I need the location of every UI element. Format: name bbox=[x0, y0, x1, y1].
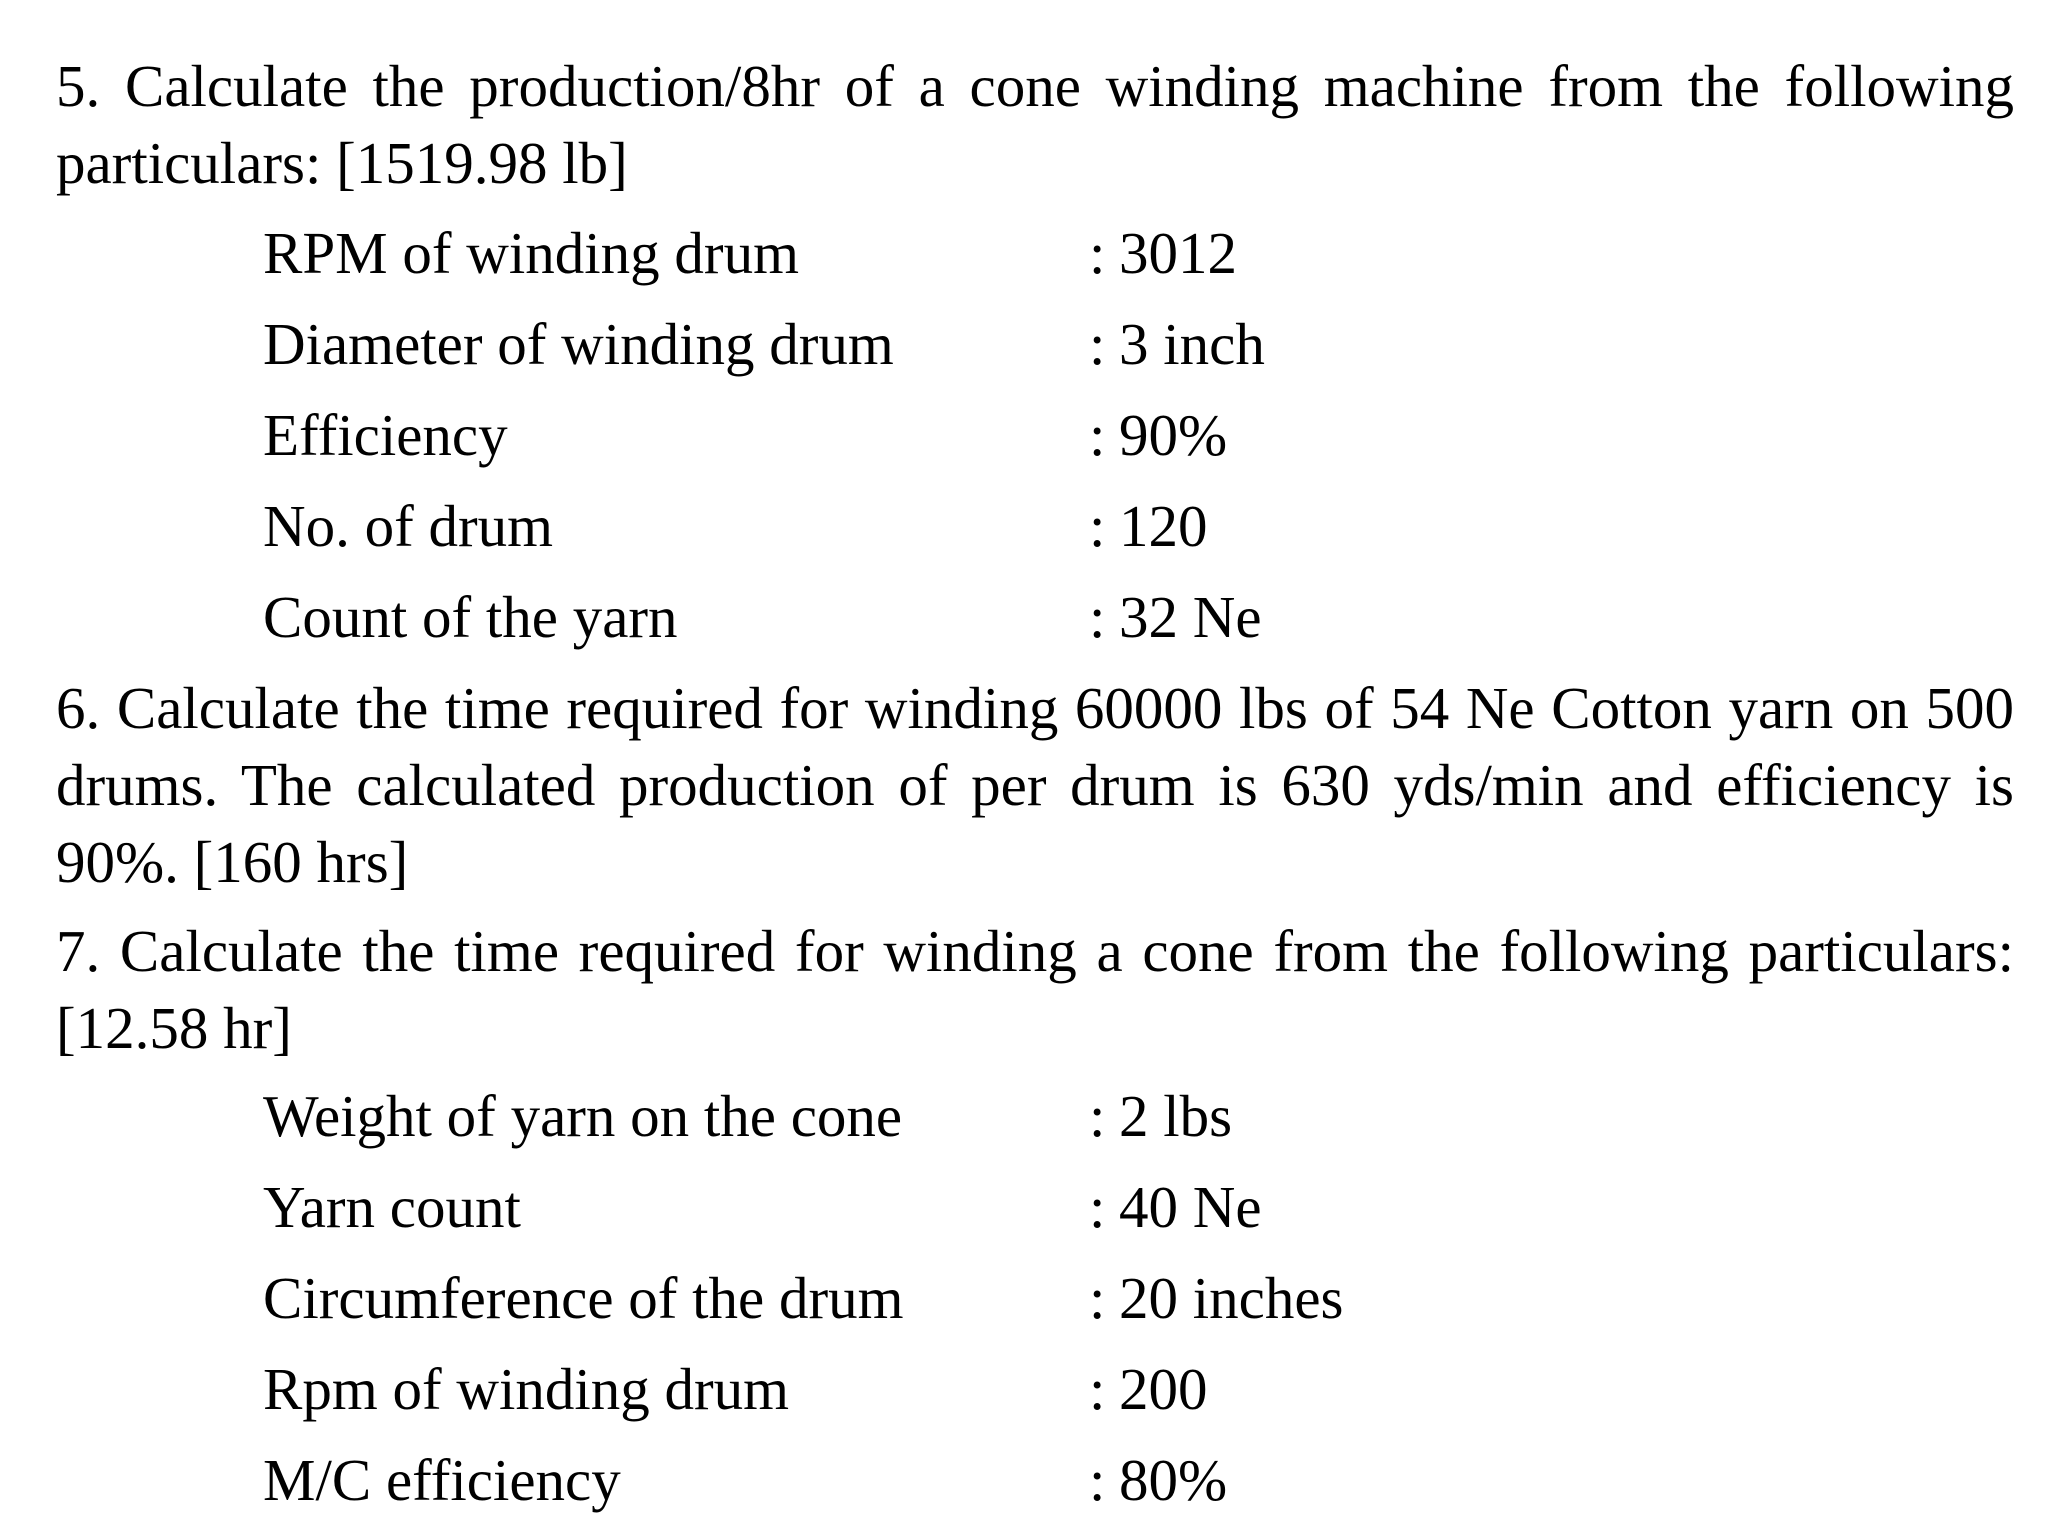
particular-value: 2 lbs bbox=[1119, 1083, 1233, 1149]
particular-value: 20 inches bbox=[1119, 1265, 1344, 1331]
problem-7-particulars bbox=[263, 1081, 1463, 1536]
particular-value: 40 Ne bbox=[1119, 1174, 1262, 1240]
particular-label: Circumference of the drum bbox=[263, 1265, 904, 1331]
particular-row bbox=[263, 218, 1463, 309]
problem-7-text: 7. Calculate the time required for winding a cone from the following particulars: [12.58 hr] bbox=[56, 918, 2014, 1061]
particular-label: Count of the yarn bbox=[263, 584, 678, 650]
particular-row bbox=[263, 1354, 1463, 1445]
particular-label: Weight of yarn on the cone bbox=[263, 1083, 903, 1149]
particular-value: 3012 bbox=[1119, 220, 1237, 286]
particular-row bbox=[263, 309, 1463, 400]
particular-row bbox=[263, 1081, 1463, 1172]
particular-value: 3 inch bbox=[1119, 311, 1265, 377]
particular-separator: : bbox=[1089, 1265, 1106, 1331]
particular-separator: : bbox=[1089, 1356, 1106, 1422]
particular-label: Diameter of winding drum bbox=[263, 311, 894, 377]
problem-6-text: 6. Calculate the time required for winding 60000 lbs of 54 Ne Cotton yarn on 500 drums. The calculated production of per drum is 630 yds/min and efficiency is 90%. [160 hrs] bbox=[56, 675, 2014, 895]
particular-row bbox=[263, 1445, 1463, 1536]
particular-row bbox=[263, 1172, 1463, 1263]
particular-separator: : bbox=[1089, 584, 1106, 650]
particular-row bbox=[263, 400, 1463, 491]
particular-label: Rpm of winding drum bbox=[263, 1356, 790, 1422]
particular-value: 200 bbox=[1119, 1356, 1208, 1422]
particular-separator: : bbox=[1089, 1174, 1106, 1240]
particular-row bbox=[263, 1263, 1463, 1354]
particular-label: M/C efficiency bbox=[263, 1447, 621, 1513]
problem-5-text: 5. Calculate the production/8hr of a cone winding machine from the following particulars: [1519.98 lb] bbox=[56, 53, 2014, 196]
particular-separator: : bbox=[1089, 402, 1106, 468]
particular-value: 80% bbox=[1119, 1447, 1228, 1513]
particular-separator: : bbox=[1089, 1083, 1106, 1149]
particular-separator: : bbox=[1089, 220, 1106, 286]
particular-row bbox=[263, 582, 1463, 673]
particular-label: Efficiency bbox=[263, 402, 508, 468]
particular-label: Yarn count bbox=[263, 1174, 521, 1240]
particular-separator: : bbox=[1089, 493, 1106, 559]
particular-separator: : bbox=[1089, 1447, 1106, 1513]
particular-label: No. of drum bbox=[263, 493, 554, 559]
particular-label: RPM of winding drum bbox=[263, 220, 799, 286]
particular-value: 120 bbox=[1119, 493, 1208, 559]
particular-row bbox=[263, 491, 1463, 582]
particular-value: 90% bbox=[1119, 402, 1228, 468]
particular-separator: : bbox=[1089, 311, 1106, 377]
problem-5-particulars bbox=[263, 218, 1463, 673]
particular-value: 32 Ne bbox=[1119, 584, 1262, 650]
